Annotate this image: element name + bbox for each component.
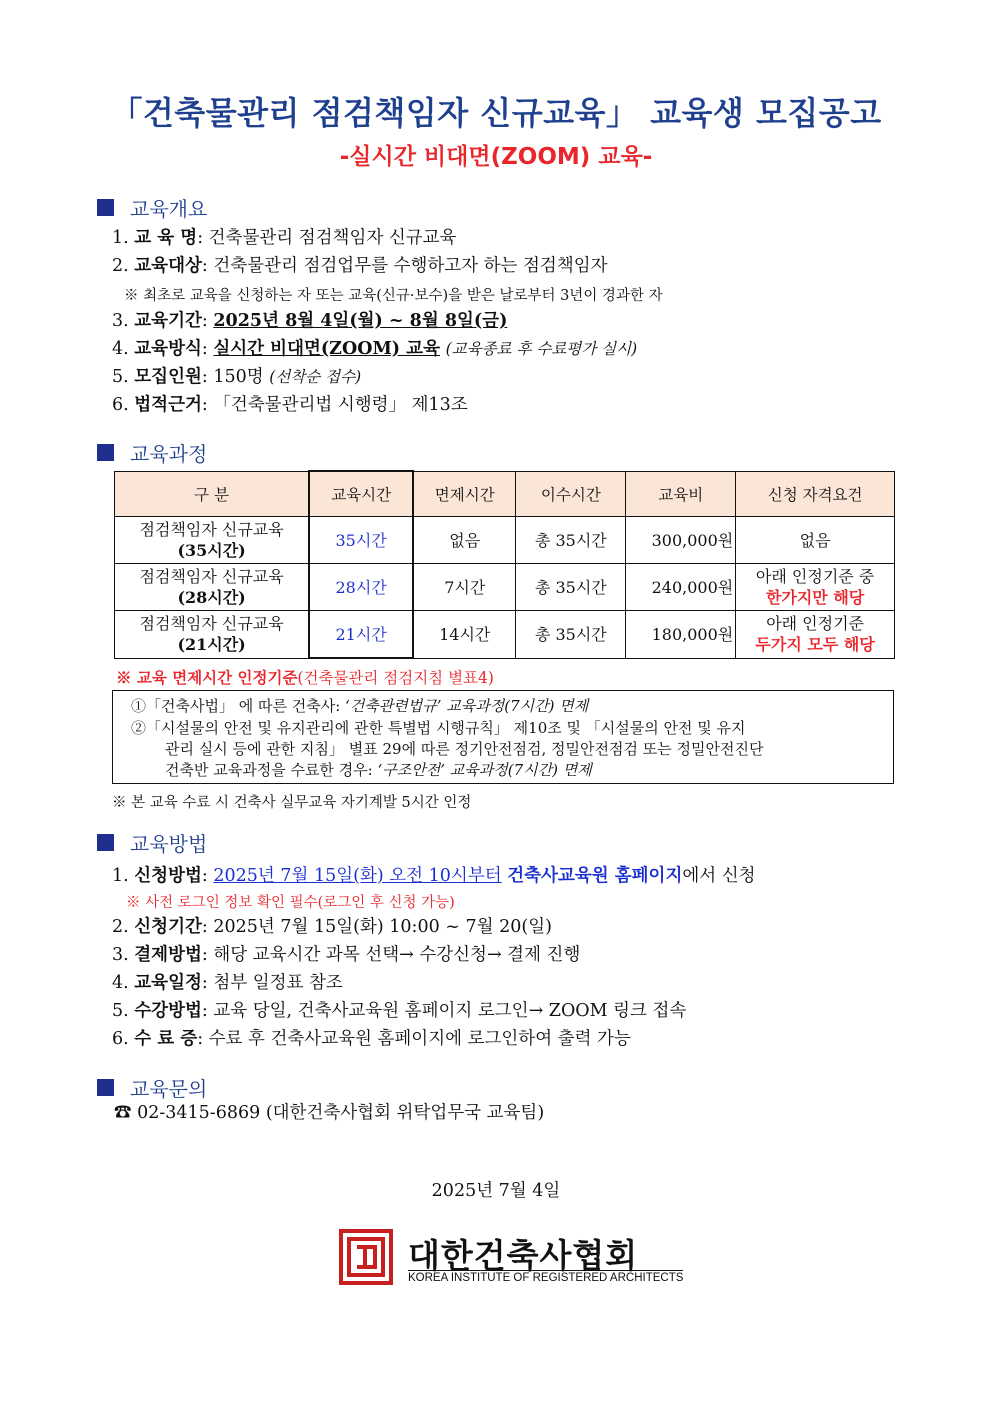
square-bullet-icon [97, 1079, 114, 1096]
org-emblem-icon [338, 1228, 394, 1286]
criteria-item-2-line3: 건축반 교육과정을 수료한 경우: ‘구조안전’ 교육과정(7시간) 면제 [165, 761, 592, 779]
hours-cell: 28시간 [309, 564, 413, 611]
section-course-heading: 교육과정 [97, 438, 207, 467]
page-title: 「건축물관리 점검책임자 신규교육」 교육생 모집공고 [110, 94, 882, 132]
requirement-cell: 아래 인정기준 두가지 모두 해당 [736, 611, 895, 659]
requirement-cell: 아래 인정기준 중 한가지만 해당 [736, 564, 895, 611]
column-header: 교육시간 [309, 471, 413, 517]
course-name-cell: 점검책임자 신규교육 (28시간) [115, 564, 310, 611]
overview-item-legal-basis: 6. 법적근거: 「건축물관리법 시행령」 제13조 [112, 395, 468, 415]
table-row [115, 611, 895, 659]
total-cell: 총 35시간 [516, 611, 626, 659]
exempt-cell: 없음 [413, 517, 516, 564]
org-name-en: KOREA INSTITUTE OF REGISTERED ARCHITECTS [408, 1272, 684, 1284]
method-item-apply: 1. 신청방법: 2025년 7월 15일(화) 오전 10시부터 건축사교육원 홈페이지에서 신청 [112, 866, 756, 886]
org-logo [338, 1228, 684, 1290]
overview-item-method: 4. 교육방식: 실시간 비대면(ZOOM) 교육 (교육종료 후 수료평가 실시) [112, 339, 638, 359]
criteria-item-2-line2: 관리 실시 등에 관한 지침」 별표 29에 따른 정기안전점검, 정밀안전점검 또는 정밀안전진단 [165, 740, 764, 758]
section-contact-heading: 교육문의 [97, 1073, 207, 1102]
table-header-row [115, 471, 895, 517]
credit-note: ※ 본 교육 수료 시 건축사 실무교육 자기계발 5시간 인정 [112, 795, 472, 811]
overview-item-target: 2. 교육대상: 건축물관리 점검업무를 수행하고자 하는 점검책임자 [112, 256, 608, 276]
overview-item-name: 1. 교 육 명: 건축물관리 점검책임자 신규교육 [112, 228, 457, 248]
hours-cell: 35시간 [309, 517, 413, 564]
course-name-cell: 점검책임자 신규교육 (21시간) [115, 611, 310, 659]
overview-item-capacity: 5. 모집인원: 150명 (선착순 접수) [112, 367, 362, 387]
phone-icon: ☎ 02-3415-6869 [114, 1103, 261, 1123]
table-row [115, 517, 895, 564]
requirement-cell: 없음 [736, 517, 895, 564]
total-cell: 총 35시간 [516, 564, 626, 611]
apply-date-link[interactable]: 2025년 7월 15일(화) 오전 10시부터 [213, 866, 502, 886]
criteria-item-1: ①「건축사법」 에 따른 건축사: ‘건축관련법규’ 교육과정(7시간) 면제 [131, 697, 589, 715]
org-name-kr: 대한건축사협회 [408, 1236, 639, 1275]
method-item-schedule: 4. 교육일정: 첨부 일정표 참조 [112, 973, 343, 993]
page-subtitle: -실시간 비대면(ZOOM) 교육- [339, 144, 653, 170]
fee-cell: 300,000원 [626, 517, 736, 564]
overview-item-period: 3. 교육기간: 2025년 8월 4일(월) ~ 8월 8일(금) [112, 311, 508, 331]
method-item-attendance: 5. 수강방법: 교육 당일, 건축사교육원 홈페이지 로그인→ ZOOM 링크 접속 [112, 1001, 687, 1021]
course-table [114, 470, 895, 659]
exempt-cell: 7시간 [413, 564, 516, 611]
exempt-cell: 14시간 [413, 611, 516, 659]
announcement-date: 2025년 7월 4일 [431, 1181, 561, 1201]
section-overview-heading: 교육개요 [97, 193, 207, 222]
contact-dept: (대한건축사협회 위탁업무국 교육팀) [265, 1103, 545, 1123]
square-bullet-icon [97, 444, 114, 461]
column-header: 이수시간 [516, 471, 626, 517]
fee-cell: 180,000원 [626, 611, 736, 659]
method-item-period: 2. 신청기간: 2025년 7월 15일(화) 10:00 ~ 7월 20(일) [112, 917, 552, 937]
target-note: ※ 최초로 교육을 신청하는 자 또는 교육(신규·보수)을 받은 날로부터 3년이 경과한 자 [124, 288, 663, 304]
criteria-item-2-line1: ②「시설물의 안전 및 유지관리에 관한 특별법 시행규칙」 제10조 및 「시설물의 안전 및 유지 [131, 719, 746, 737]
method-item-payment: 3. 결제방법: 해당 교육시간 과목 선택→ 수강신청→ 결제 진행 [112, 945, 581, 965]
column-header: 신청 자격요건 [736, 471, 895, 517]
apply-site-label: 건축사교육원 홈페이지 [507, 866, 683, 886]
exemption-criteria-title: ※ 교육 면제시간 인정기준(건축물관리 점검지침 별표4) [116, 668, 494, 687]
contact-line [114, 1101, 544, 1125]
total-cell: 총 35시간 [516, 517, 626, 564]
square-bullet-icon [97, 199, 114, 216]
column-header: 교육비 [626, 471, 736, 517]
method-item-certificate: 6. 수 료 증: 수료 후 건축사교육원 홈페이지에 로그인하여 출력 가능 [112, 1029, 631, 1049]
square-bullet-icon [97, 834, 114, 851]
exemption-criteria-box [112, 690, 894, 784]
column-header: 구 분 [115, 471, 310, 517]
fee-cell: 240,000원 [626, 564, 736, 611]
hours-cell: 21시간 [309, 611, 413, 659]
section-method-heading: 교육방법 [97, 828, 207, 857]
column-header: 면제시간 [413, 471, 516, 517]
table-row [115, 564, 895, 611]
course-name-cell: 점검책임자 신규교육 (35시간) [115, 517, 310, 564]
login-note: ※ 사전 로그인 정보 확인 필수(로그인 후 신청 가능) [126, 895, 455, 911]
